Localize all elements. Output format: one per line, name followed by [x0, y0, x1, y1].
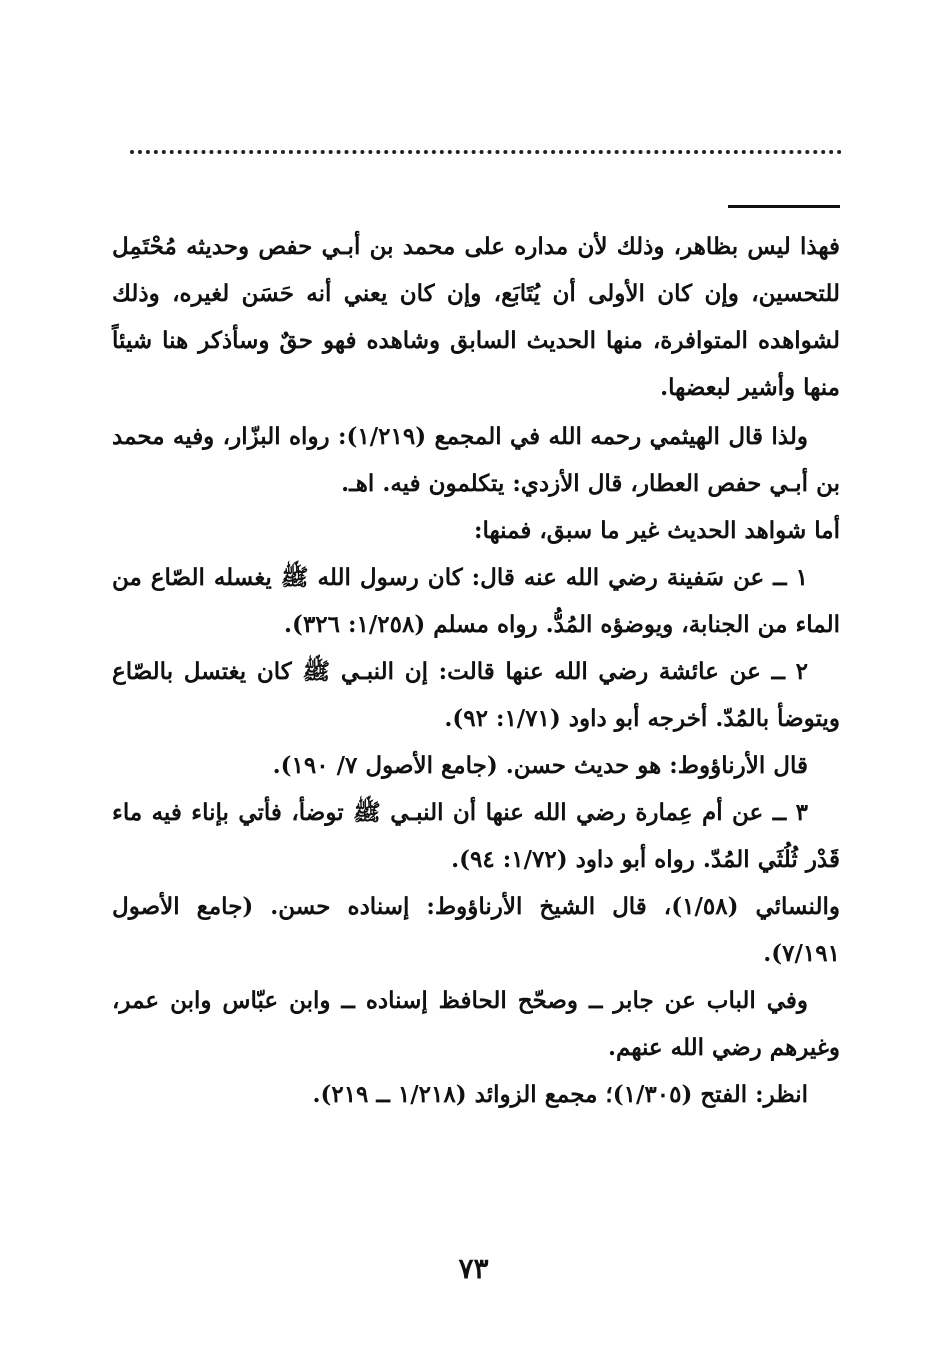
paragraph-10: انظر: الفتح (١/٣٠٥)؛ مجمع الزوائد (١/٢١٨ ــ ٢١٩).	[312, 1081, 808, 1108]
paragraph-7: ٣ ــ عن أم عِمارة رضي الله عنها أن النبـي ﷺ توضأ، فأتي بإناء فيه ماء قَدْر ثُلُثَي المُدّ. رواه أبو داود (١/٧٢: ٩٤).	[112, 799, 840, 873]
dotted-separator	[130, 150, 842, 154]
page-number: ٧٣	[458, 1252, 489, 1285]
paragraph-1: فهذا ليس بظاهر، وذلك لأن مداره على محمد بن أبـي حفص وحديثه مُحْتَمِل للتحسين، وإن كان الأولى أن يُتَابَع، وإن كان يعني أنه حَسَن لغيره، وذلك لشواهده المتوافرة، منها الحديث السابق وشاهده فهو حقٌ وسأذكر هنا شيئاً منها وأشير لبعضها.	[112, 233, 840, 401]
footnote-body	[112, 223, 840, 1118]
paragraph-3: أما شواهد الحديث غير ما سبق، فمنها:	[474, 517, 840, 544]
paragraph-4: ١ ــ عن سَفينة رضي الله عنه قال: كان رسول الله ﷺ يغسله الصّاع من الماء من الجنابة، ويوضؤه المُدُّ. رواه مسلم (١/٢٥٨: ٣٢٦).	[112, 564, 840, 638]
paragraph-5: ٢ ــ عن عائشة رضي الله عنها قالت: إن النبـي ﷺ كان يغتسل بالصّاع ويتوضأ بالمُدّ. أخرجه أبو داود (١/٧١: ٩٢).	[112, 658, 840, 732]
paragraph-8: والنسائي (١/٥٨)، قال الشيخ الأرناؤوط: إسناده حسن. (جامع الأصول ٧/١٩١).	[112, 893, 840, 967]
footnote-rule	[728, 205, 840, 208]
paragraph-2: ولذا قال الهيثمي رحمه الله في المجمع (١/٢١٩): رواه البزّار، وفيه محمد بن أبـي حفص العطار، قال الأزدي: يتكلمون فيه. اهـ.	[112, 423, 840, 497]
paragraph-9: وفي الباب عن جابر ــ وصحّح الحافظ إسناده ــ وابن عبّاس وابن عمر، وغيرهم رضي الله عنهم.	[112, 987, 840, 1061]
paragraph-6: قال الأرناؤوط: هو حديث حسن. (جامع الأصول ٧/ ١٩٠).	[272, 752, 808, 779]
